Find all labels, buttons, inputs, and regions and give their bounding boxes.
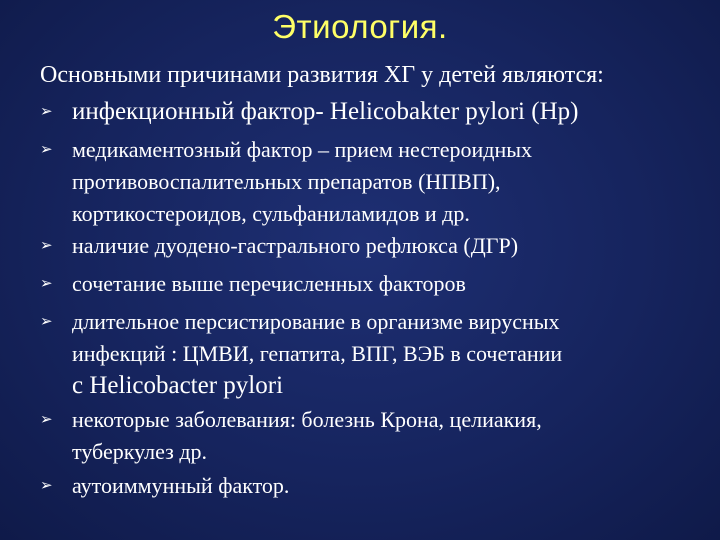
bullet-item-viral — [40, 306, 710, 402]
arrow-bullet-icon: ➢ — [40, 276, 53, 292]
bullet-line: инфекционный фактор- Helicobakter pylori (Hp) — [72, 98, 579, 125]
bullet-item-autoimmune — [40, 470, 710, 502]
bullet-item-medication — [40, 134, 710, 230]
bullet-item-infection — [40, 96, 710, 128]
slide-title: Этиология. — [272, 8, 448, 45]
intro-text: Основными причинами развития ХГ у детей являются: — [40, 62, 604, 88]
bullet-line: некоторые заболевания: болезнь Крона, целиакия, — [72, 407, 542, 432]
arrow-bullet-icon: ➢ — [40, 104, 53, 120]
bullet-line: туберкулез др. — [72, 439, 208, 464]
bullet-line: с Helicobacter pylori — [72, 372, 284, 399]
arrow-bullet-icon: ➢ — [40, 314, 53, 330]
arrow-bullet-icon: ➢ — [40, 412, 53, 428]
bullet-line: медикаментозный фактор – прием нестероидных — [72, 137, 533, 162]
bullet-line: наличие дуодено-гастрального рефлюкса (ДГР) — [72, 233, 519, 258]
bullet-item-diseases — [40, 404, 710, 468]
bullet-line: аутоиммунный фактор. — [72, 473, 290, 498]
bullet-item-combination — [40, 268, 710, 300]
bullet-line: кортикостероидов, сульфаниламидов и др. — [72, 201, 470, 226]
bullet-line: инфекций : ЦМВИ, гепатита, ВПГ, ВЭБ в сочетании — [72, 341, 563, 366]
bullet-line: противовоспалительных препаратов (НПВП), — [72, 169, 501, 194]
bullet-line: сочетание выше перечисленных факторов — [72, 271, 466, 296]
bullet-line: длительное персистирование в организме вирусных — [72, 309, 560, 334]
bullet-item-reflux — [40, 230, 710, 262]
arrow-bullet-icon: ➢ — [40, 238, 53, 254]
arrow-bullet-icon: ➢ — [40, 142, 53, 158]
arrow-bullet-icon: ➢ — [40, 478, 53, 494]
